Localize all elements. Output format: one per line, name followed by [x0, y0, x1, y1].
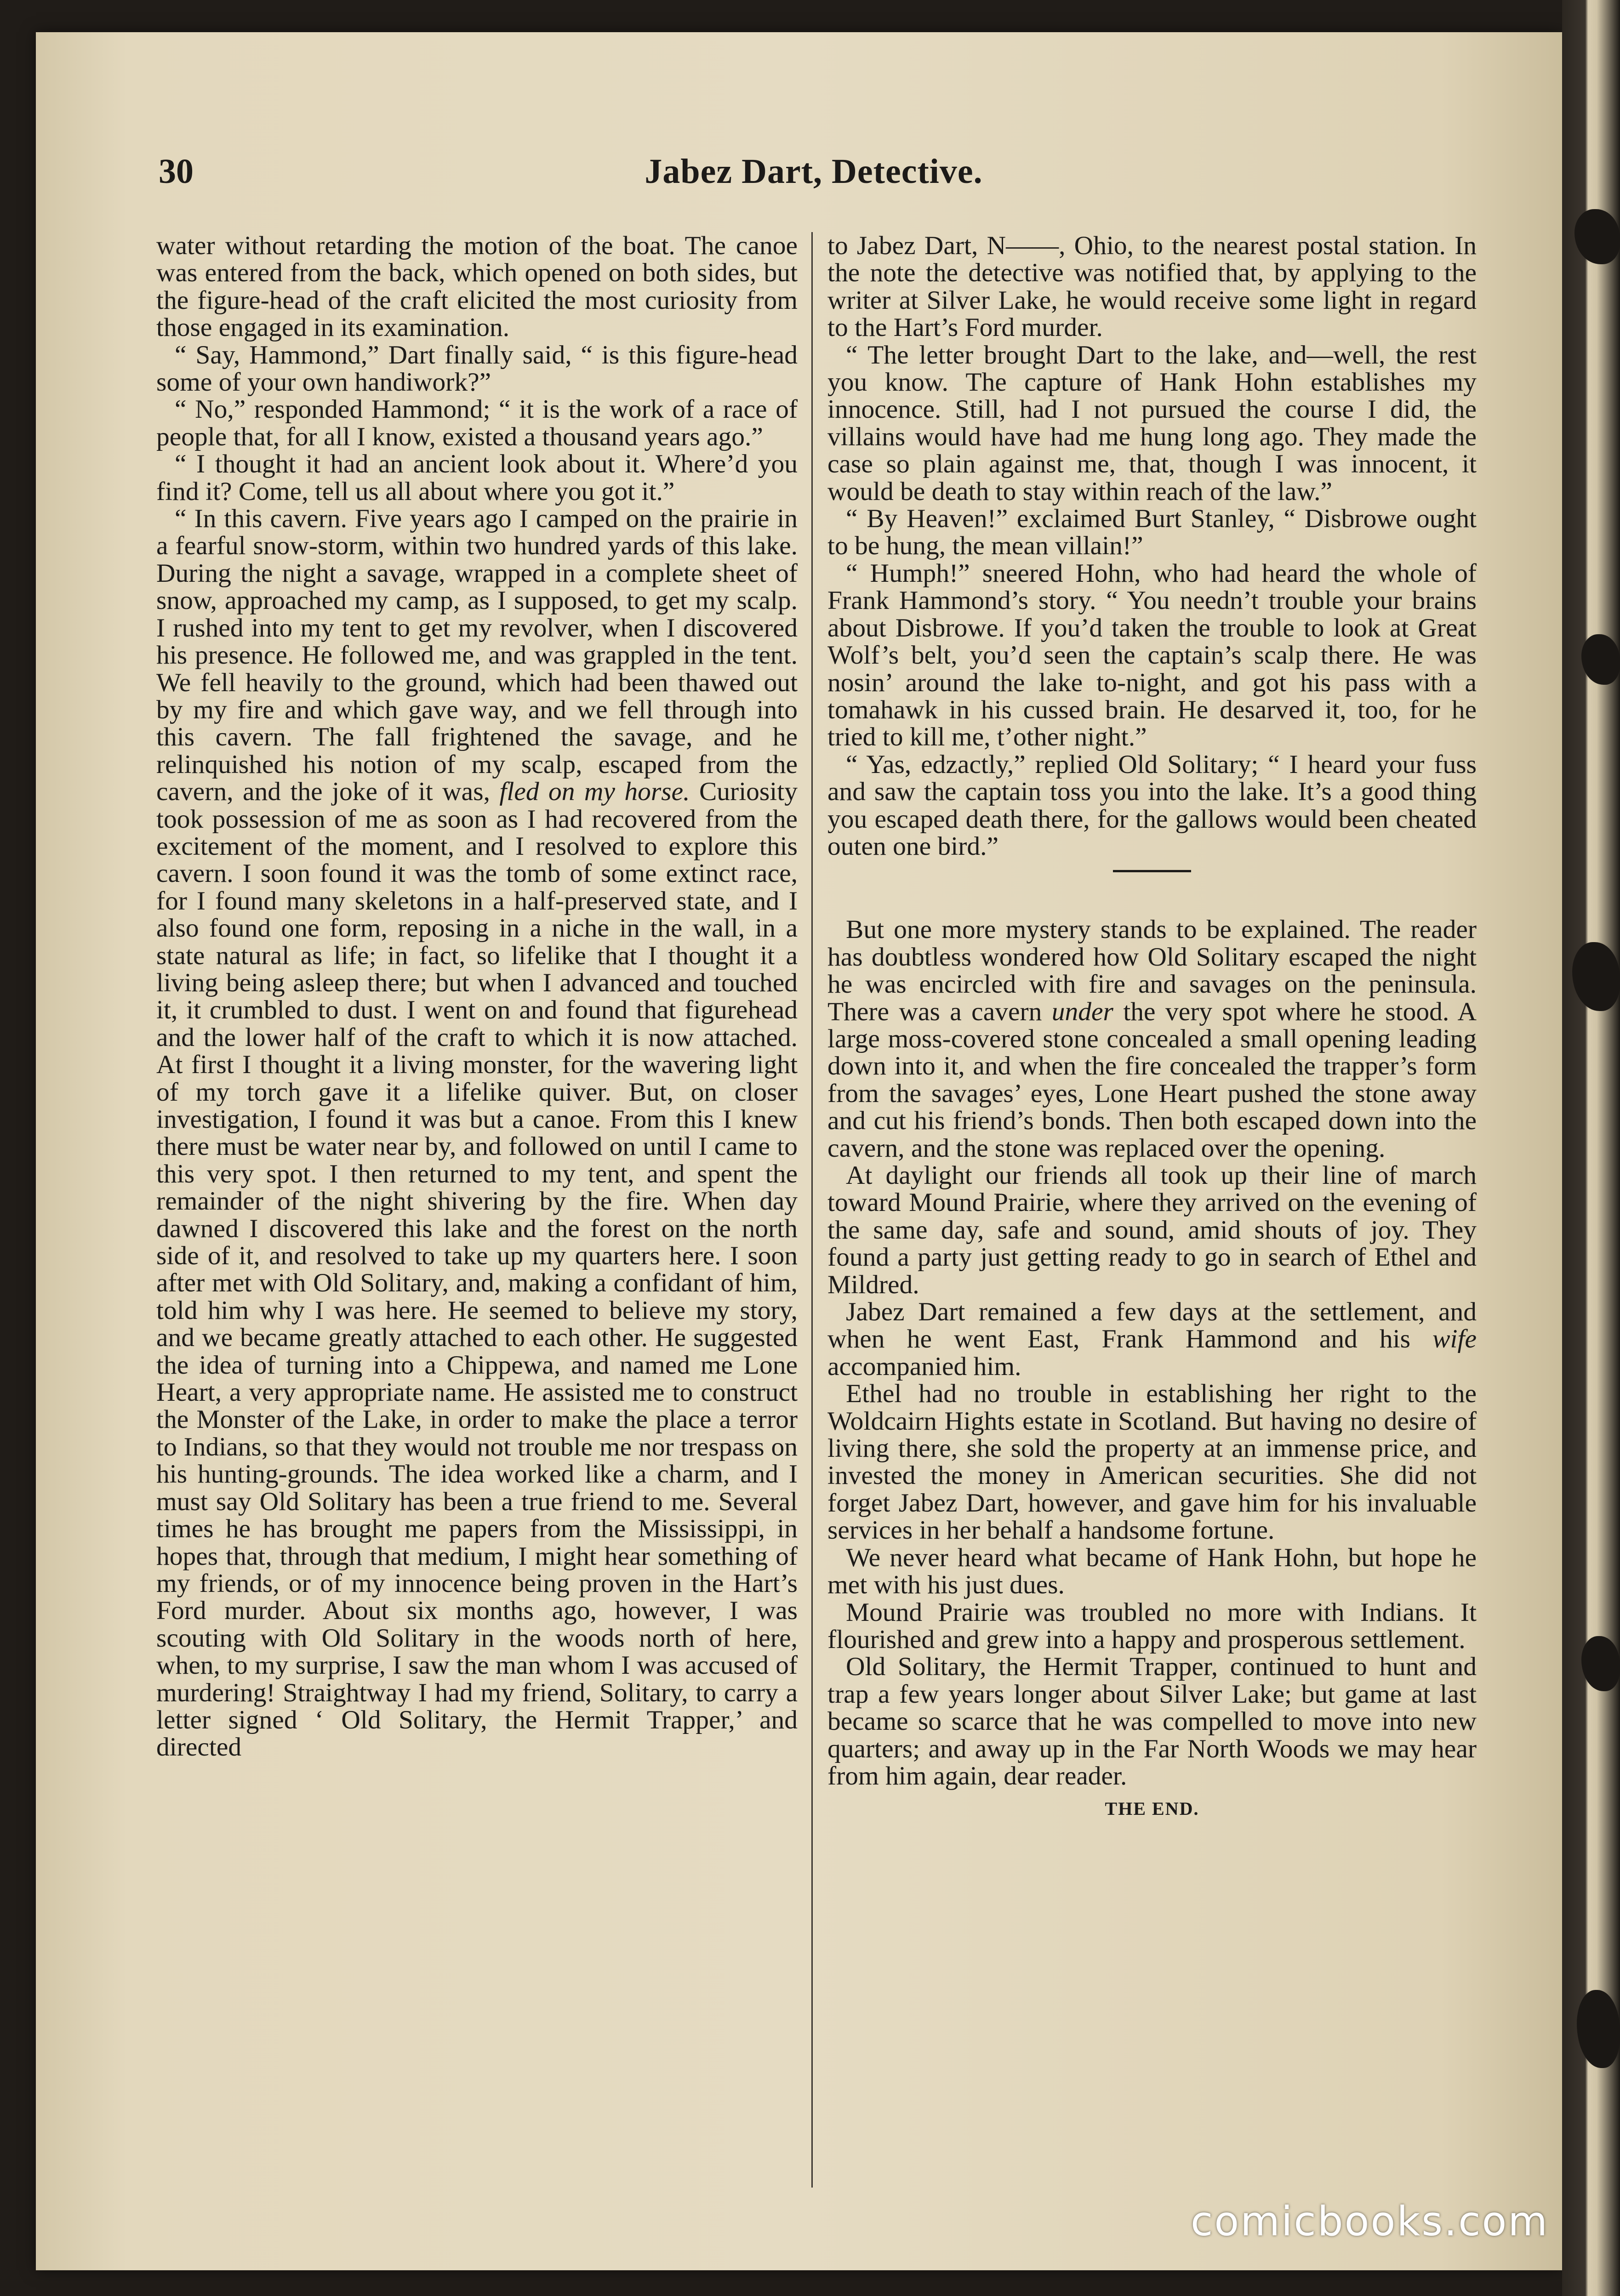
italic-word: under: [1051, 997, 1113, 1026]
right-column: [827, 232, 1477, 2194]
paragraph: Jabez Dart remained a few days at the settlement, and when he went East, Frank Hammond and his wife accompanied him.: [827, 1297, 1477, 1381]
italic-word: wife: [1432, 1324, 1477, 1354]
paragraph: “ Say, Hammond,” Dart finally said, “ is this figure-head some of your own handiwork?”: [156, 340, 798, 397]
paragraph: “ I thought it had an ancient look about it. Where’d you find it? Come, tell us all about where you got it.”: [156, 449, 798, 506]
section-divider-rule: [1113, 870, 1191, 872]
column-divider: [811, 232, 813, 2188]
paragraph: Ethel had no trouble in establishing her right to the Woldcairn Hights estate in Scotland. But having no desire of living there, she sold the property at an immense price, and invested the money in American securities. She did not forget Jabez Dart, however, and gave him for his invaluable services in her behalf a handsome fortune.: [827, 1379, 1477, 1545]
italic-phrase: fled on my horse.: [499, 777, 690, 807]
paragraph: “ By Heaven!” exclaimed Burt Stanley, “ Disbrowe ought to be hung, the mean villain!”: [827, 504, 1477, 561]
paragraph: “ No,” responded Hammond; “ it is the work of a race of people that, for all I know, existed a thousand years ago.”: [156, 395, 798, 451]
paragraph: to Jabez Dart, N——, Ohio, to the nearest postal station. In the note the detective was notified that, by applying to the writer at Silver Lake, he would receive some light in regard to the Hart’s Ford murder.: [827, 231, 1477, 342]
running-title: Jabez Dart, Detective.: [645, 152, 983, 191]
paragraph: “ Humph!” sneered Hohn, who had heard the whole of Frank Hammond’s story. “ You needn’t trouble your brains about Disbrowe. If you’d taken the trouble to look at Great Wolf’s belt, you’d seen the captain’s scalp there. He was nosin’ around the lake to-night, and got his pass with a tomahawk in his cussed brain. He desarved it, too, for he tried to kill me, t’other night.”: [827, 558, 1477, 752]
watermark: comicbooks.com: [1191, 2198, 1549, 2245]
page-number: 30: [159, 152, 194, 191]
book-spine-edge: [1562, 0, 1620, 2296]
paragraph: At daylight our friends all took up their line of march toward Mound Prairie, where they arrived on the evening of the same day, safe and sound, amid shouts of joy. They found a party just getting ready to go in search of Ethel and Mildred.: [827, 1161, 1477, 1299]
paragraph: water without retarding the motion of the boat. The canoe was entered from the back, which opened on both sides, but the figure-head of the craft elicited the most curiosity from those engaged in its examination.: [156, 231, 798, 342]
page-header: [124, 152, 1503, 202]
paragraph: Mound Prairie was troubled no more with Indians. It flourished and grew into a happy and prosperous settlement.: [827, 1597, 1477, 1654]
the-end-mark: THE END.: [1105, 1798, 1199, 1819]
paragraph: “ In this cavern. Five years ago I camped on the prairie in a fearful snow-storm, within two hundred yards of this lake. During the night a savage, wrapped in a complete sheet of snow, approached my camp, as I supposed, to get my scalp. I rushed into my tent to get my revolver, when I discovered his presence. He followed me, and was grappled in the tent. We fell heavily to the ground, which had been thawed out by my fire and which gave way, and we fell through into this cavern. The fall frightened the savage, and he relinquished his notion of my scalp, escaped from the cavern, and the joke of it was, fled on my horse. Curiosity took possession of me as soon as I had recovered from the excitement of the moment, and I resolved to explore this cavern. I soon found it was the tomb of some extinct race, for I found many skeletons in a half-preserved state, and I also found one form, reposing in a niche in the wall, in a state natural as life; in fact, so lifelike that I thought it a living being asleep there; but when I advanced and touched it, it crumbled to dust. I went on and found that figurehead and the lower half of the craft to which it is now attached. At first I thought it a living monster, for the wavering light of my torch gave it a lifelike quiver. But, on closer investigation, I found it was but a canoe. From this I knew there must be water near by, and followed on until I came to this very spot. I then returned to my tent, and spent the remainder of the night shivering by the fire. When day dawned I discovered this lake and the forest on the north side of it, and resolved to take up my quarters here. I soon after met with Old Solitary, and, making a confidant of him, told him why I was here. He seemed to believe my story, and we became greatly attached to each other. He suggested the idea of turning into a Chippewa, and named me Lone Heart, a very appropriate name. He assisted me to construct the Monster of the Lake, in order to make the place a terror to Indians, so that they would not trouble me nor trespass on his hunting-grounds. The idea worked like a charm, and I must say Old Solitary has been a true friend to me. Several times he has brought me papers from the Mississippi, in hopes that, through that medium, I might hear something of my friends, or of my innocence being proven in the Hart’s Ford murder. About six months ago, however, I was scouting with Old Solitary in the woods north of here, when, to my surprise, I saw the man whom I was accused of murdering! Straightway I had my friend, Solitary, to carry a letter signed ‘ Old Solitary, the Hermit Trapper,’ and directed: [156, 504, 798, 1762]
paragraph: We never heard what became of Hank Hohn, but hope he met with his just dues.: [827, 1543, 1477, 1600]
left-column: [156, 232, 798, 2194]
paragraph: “ Yas, edzactly,” replied Old Solitary; “ I heard your fuss and saw the captain toss you into the lake. It’s a good thing you escaped death there, for the gallows would been cheated outen one bird.”: [827, 750, 1477, 861]
paragraph: “ The letter brought Dart to the lake, and—well, the rest you know. The capture of Hank Hohn establishes my innocence. Still, had I not pursued the course I did, the villains would have had me hung long ago. They made the case so plain against me, that, though I was innocent, it would be death to stay within reach of the law.”: [827, 340, 1477, 506]
paragraph: But one more mystery stands to be explained. The reader has doubtless wondered how Old Solitary escaped the night he was encircled with fire and savages on the peninsula. There was a cavern under the very spot where he stood. A large moss-covered stone concealed a small opening leading down into it, and when the fire concealed the trapper’s form from the savages’ eyes, Lone Heart pushed the stone away and cut his friend’s bonds. Then both escaped down into the cavern, and the stone was replaced over the opening.: [827, 915, 1477, 1163]
paragraph: Old Solitary, the Hermit Trapper, continued to hunt and trap a few years longer about Silver Lake; but game at last became so scarce that he was compelled to move into new quarters; and away up in the Far North Woods we may hear from him again, dear reader.: [827, 1652, 1477, 1790]
